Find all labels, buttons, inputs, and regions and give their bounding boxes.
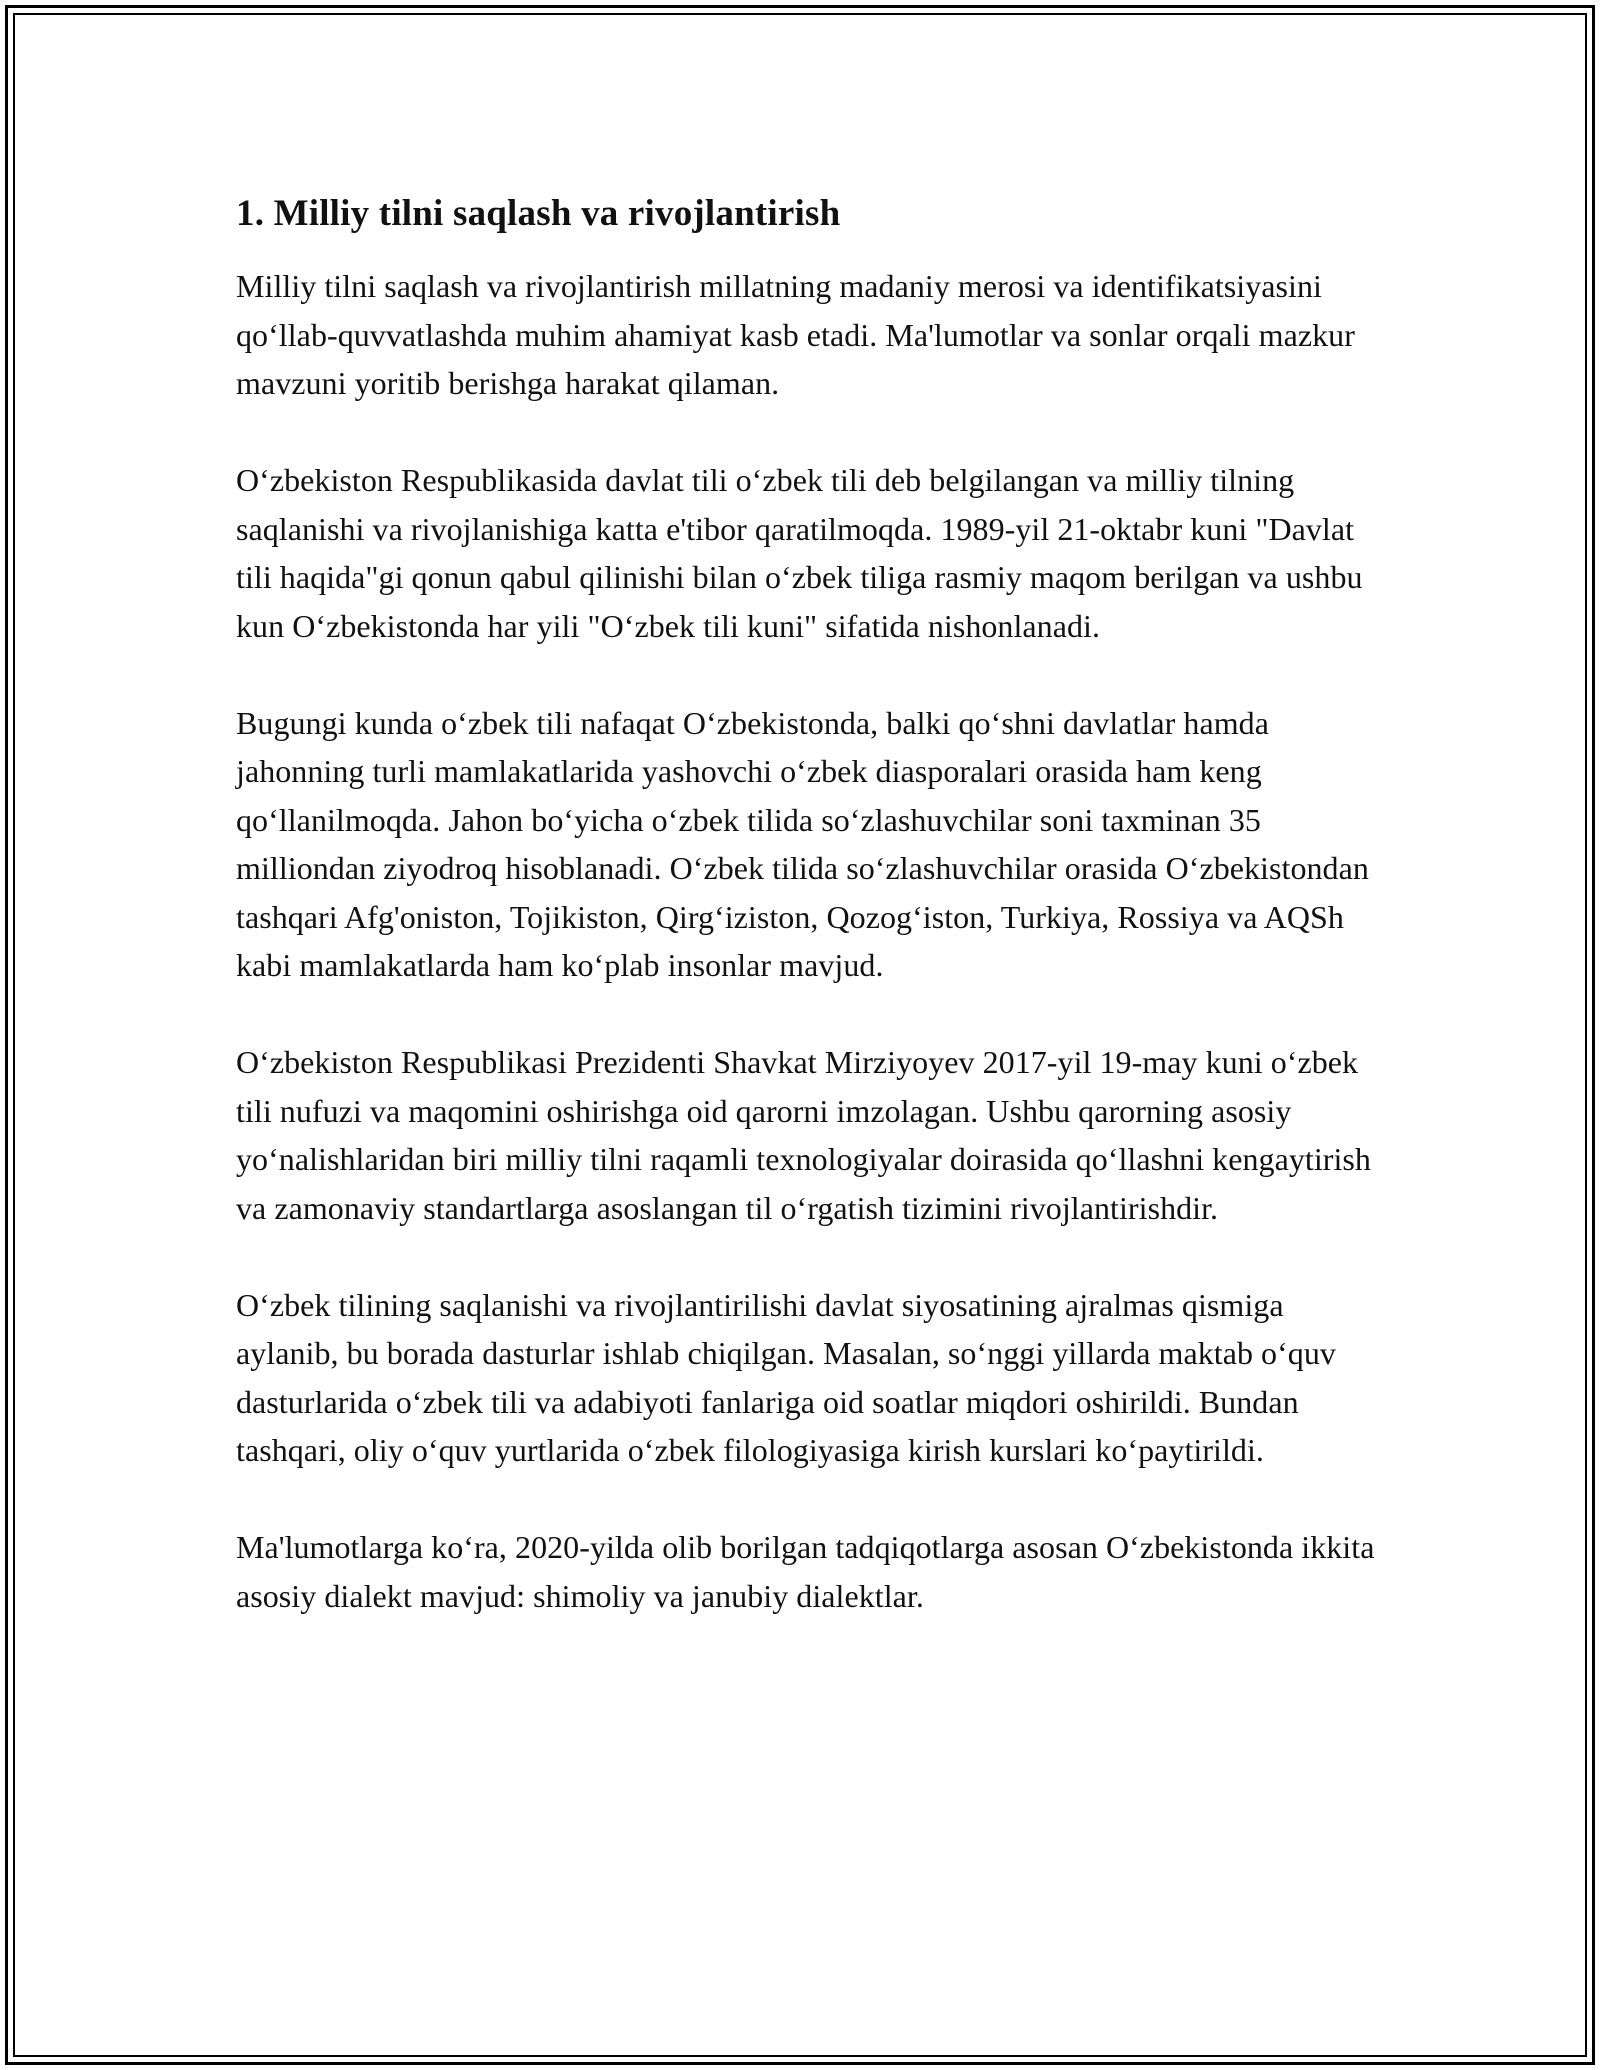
paragraph-intro: Milliy tilni saqlash va rivojlantirish millatning madaniy merosi va identifikatsiyasini qo‘llab-quvvatlashda muhim ahamiyat kasb etadi. Ma'lumotlar va sonlar orqali mazkur mavzuni yoritib berishga harakat qilaman.: [236, 268, 1355, 401]
paragraph-state-policy: O‘zbek tilining saqlanishi va rivojlantirilishi davlat siyosatining ajralmas qismiga aylanib, bu borada dasturlar ishlab chiqilgan. Masalan, so‘nggi yillarda maktab o‘quv dasturlarida o‘zbek tili va adabiyoti fanlariga oid soatlar miqdori oshirildi. Bundan tashqari, oliy o‘quv yurtlarida o‘zbek filologiyasiga kirish kurslari ko‘paytirildi.: [236, 1286, 1336, 1468]
document-body: [236, 190, 1376, 1620]
paragraph-dialects: Ma'lumotlarga ko‘ra, 2020-yilda olib borilgan tadqiqotlarga asosan O‘zbekistonda ikkita asosiy dialekt mavjud: shimoliy va janubiy dialektlar.: [236, 1529, 1375, 1614]
section-heading: 1. Milliy tilni saqlash va rivojlantirish: [236, 193, 841, 234]
paragraph-presidential-decree: O‘zbekiston Respublikasi Prezidenti Shavkat Mirziyoyev 2017-yil 19-may kuni o‘zbek tili nufuzi va maqomini oshirishga oid qarorni imzolagan. Ushbu qarorning asosiy yo‘nalishlaridan biri milliy tilni raqamli texnologiyalar doirasida qo‘llashni kengaytirish va zamonaviy standartlarga asoslangan til o‘rgatish tizimini rivojlantirishdir.: [236, 1044, 1371, 1226]
paragraph-speakers: Bugungi kunda o‘zbek tili nafaqat O‘zbekistonda, balki qo‘shni davlatlar hamda jahonning turli mamlakatlarida yashovchi o‘zbek diasporalari orasida ham keng qo‘llanilmoqda. Jahon bo‘yicha o‘zbek tilida so‘zlashuvchilar soni taxminan 35 milliondan ziyodroq hisoblanadi. O‘zbek tilida so‘zlashuvchilar orasida O‘zbekistondan tashqari Afg'oniston, Tojikiston, Qirg‘iziston, Qozog‘iston, Turkiya, Rossiya va AQSh kabi mamlakatlarda ham ko‘plab insonlar mavjud.: [236, 704, 1369, 983]
paragraph-state-language: O‘zbekiston Respublikasida davlat tili o‘zbek tili deb belgilangan va milliy tilning saqlanishi va rivojlanishiga katta e'tibor qaratilmoqda. 1989-yil 21-oktabr kuni "Davlat tili haqida"gi qonun qabul qilinishi bilan o‘zbek tiliga rasmiy maqom berilgan va ushbu kun O‘zbekistonda har yili "O‘zbek tili kuni" sifatida nishonlanadi.: [236, 462, 1363, 644]
